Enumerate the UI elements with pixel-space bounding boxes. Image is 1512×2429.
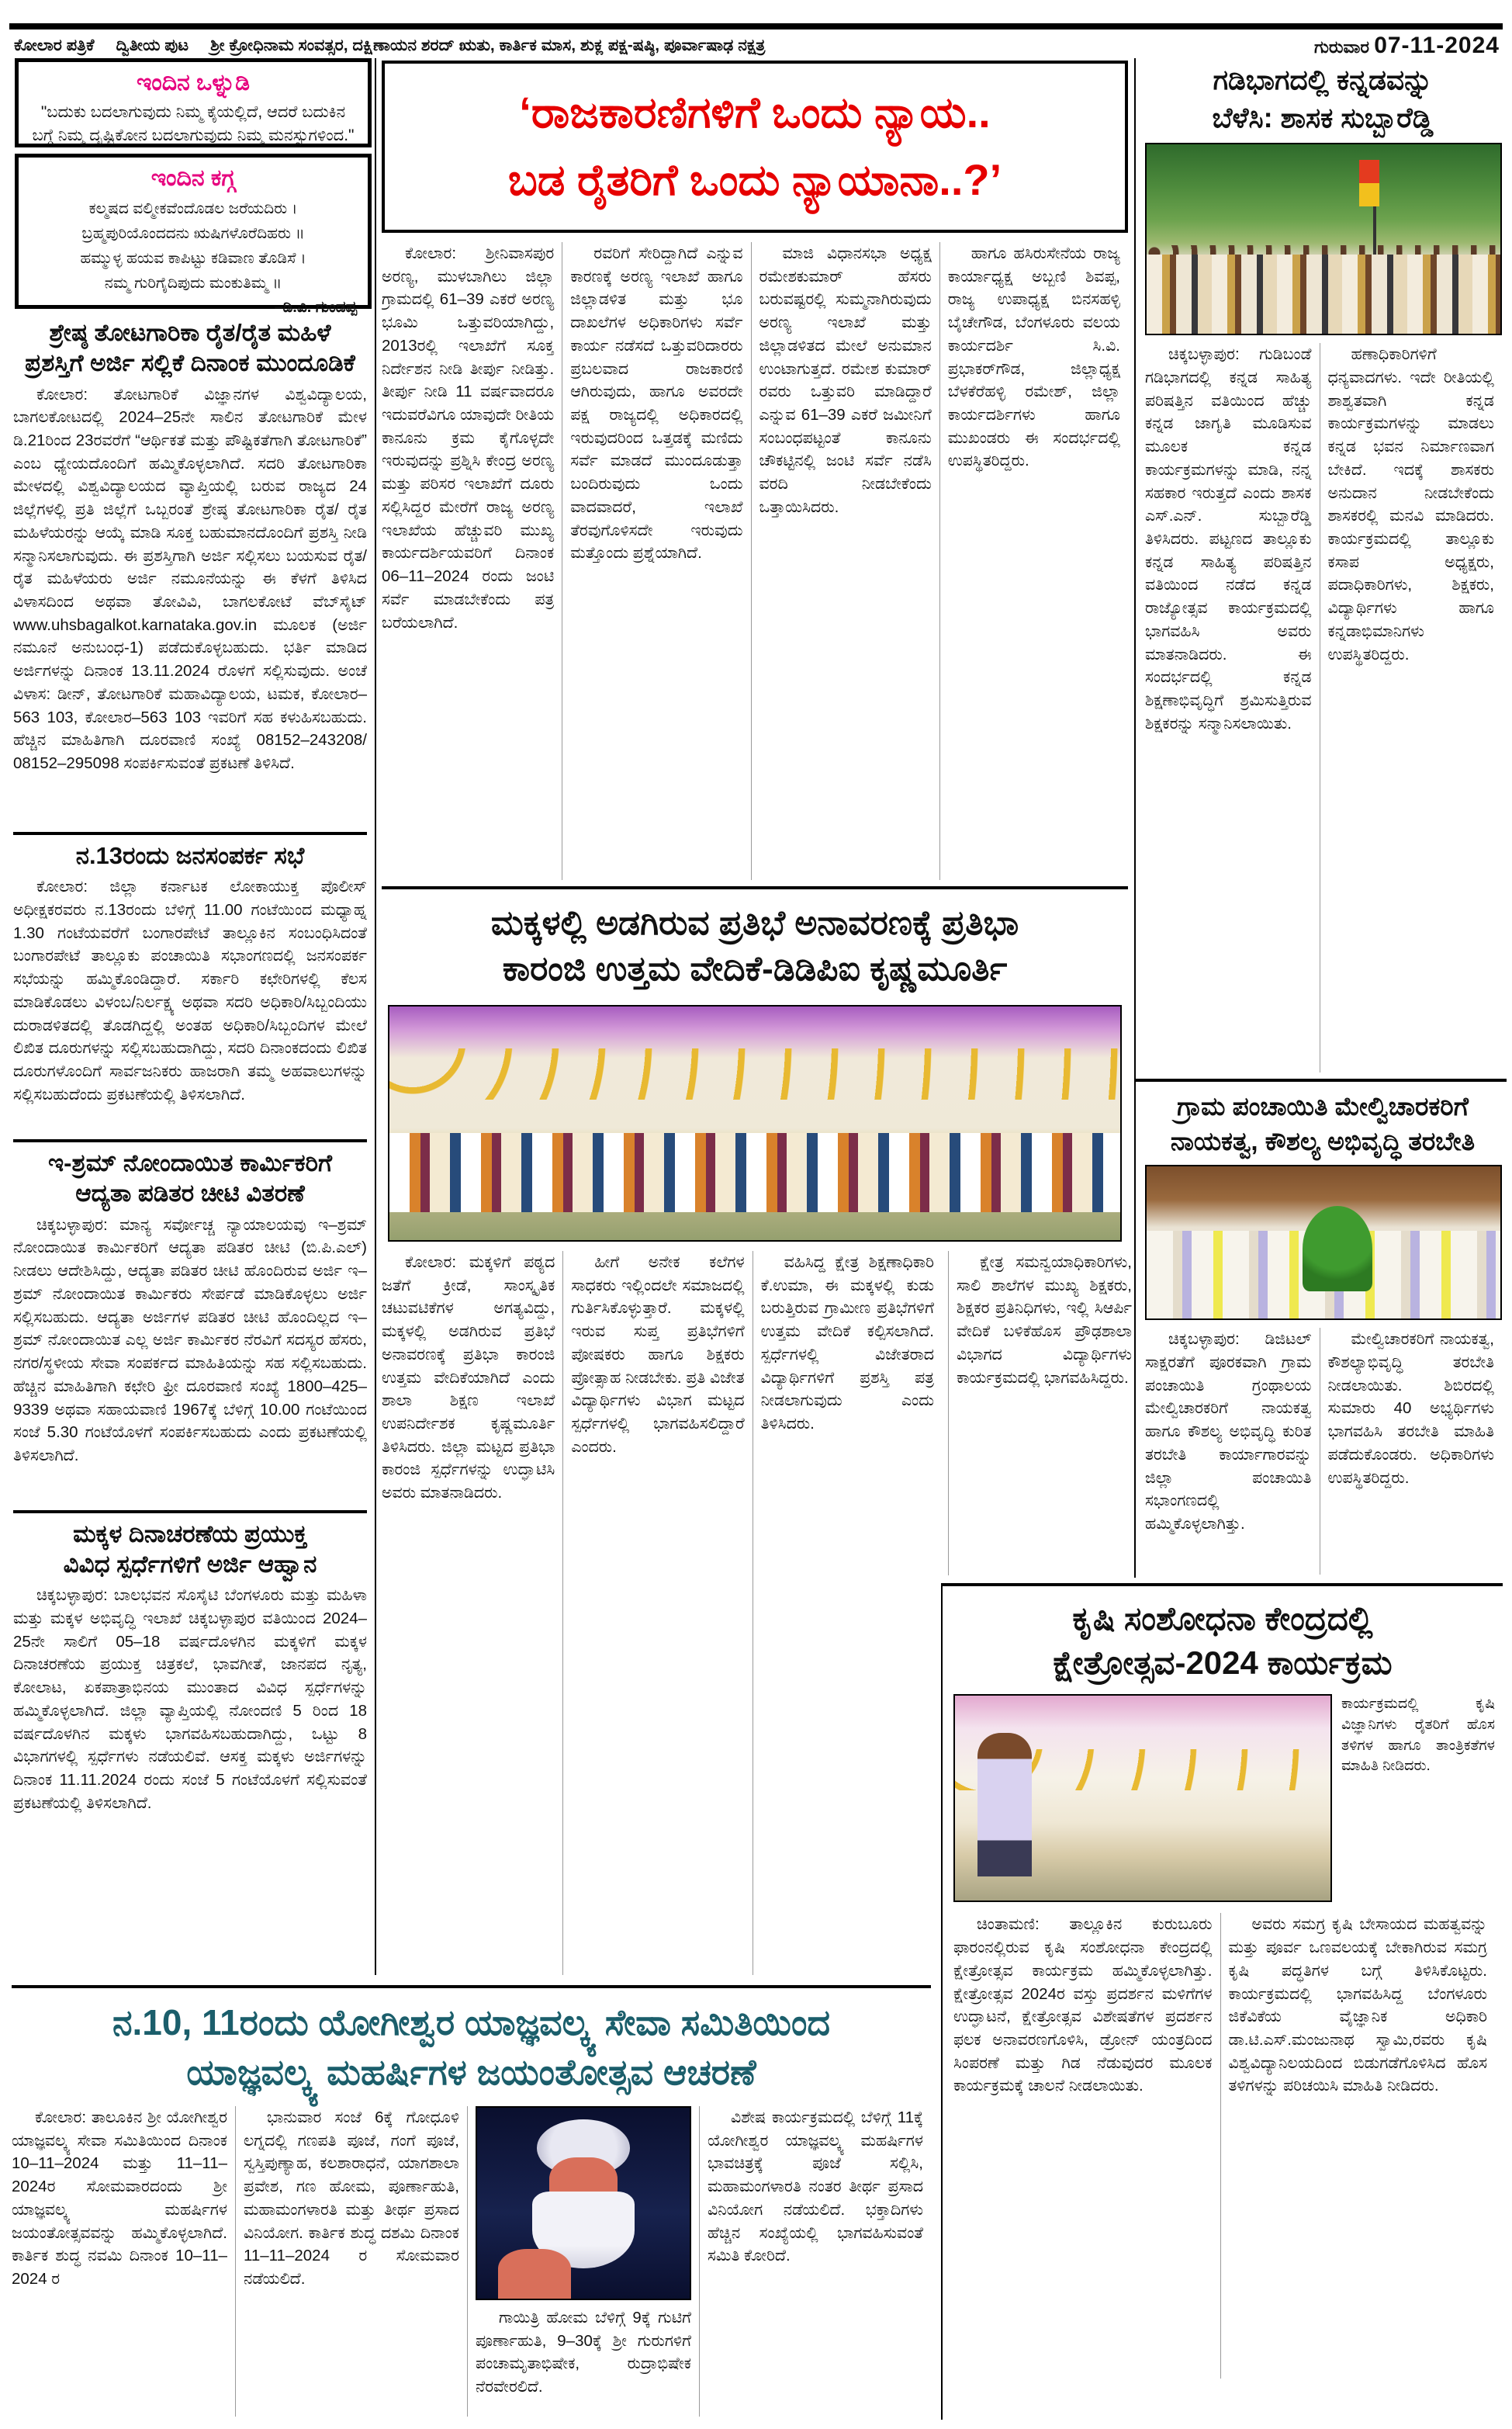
quote-box-text: "ಬದುಕು ಬದಲಾಗುವುದು ನಿಮ್ಮ ಕೈಯಲ್ಲಿದೆ, ಆದರೆ ಬದುಕಿನ ಬಗ್ಗೆ ನಿಮ್ಮ ದೃಷ್ಟಿಕೋನ ಬದಲಾಗುವುದು ನಿಮ್ಮ ಮನಸ್ಸುಗಳಿಂದ.": [32, 103, 355, 145]
lead-col-4: ಹಾಗೂ ಹಸಿರುಸೇನೆಯ ರಾಜ್ಯ ಕಾರ್ಯಾಧ್ಯಕ್ಷ ಅಬ್ಬಣಿ ಶಿವಪ್ಪ, ರಾಜ್ಯ ಉಪಾಧ್ಯಕ್ಷ ಬಿನಸಹಳ್ಳಿ ಬೈಚೇಗೌಡ, ಬೆಂಗಳೂರು ವಲಯ ಕಾರ್ಯದರ್ಶಿ ಸಿ.ವಿ. ಪ್ರಭಾಕರ್‌ಗೌಡ, ಜಿಲ್ಲಾಧ್ಯಕ್ಷ ಬೆಳಕೆರೆಹಳ್ಳಿ ರಮೇಶ್, ಜಿಲ್ಲಾ ಕಾರ್ಯದರ್ಶಿಗಳು ಹಾಗೂ ಮುಖಂಡರು ಈ ಸಂದರ್ಭದಲ್ಲಿ ಉಪಸ್ಥಿತರಿದ್ದರು.: [947, 244, 1120, 470]
kannada-col-2: ಹಣಾಧಿಕಾರಿಗಳಿಗೆ ಧನ್ಯವಾದಗಳು. ಇದೇ ರೀತಿಯಲ್ಲಿ ಶಾಶ್ವತವಾಗಿ ಕನ್ನಡ ಕಾರ್ಯಕ್ರಮಗಳನ್ನು ಮಾಡಲು ಕನ್ನಡ ಭವನ ನಿರ್ಮಾಣವಾಗ ಬೇಕಿದೆ. ಇದಕ್ಕೆ ಶಾಸಕರು ಅನುದಾನ ನೀಡಬೇಕೆಂದು ಶಾಸಕರಲ್ಲಿ ಮನವಿ ಮಾಡಿದರು. ಕಾರ್ಯಕ್ರಮದಲ್ಲಿ ತಾಲ್ಲೂಕು ಕಸಾಪ ಅಧ್ಯಕ್ಷರು, ಪದಾಧಿಕಾರಿಗಳು, ಶಿಕ್ಷಕರು, ವಿದ್ಯಾರ್ಥಿಗಳು ಹಾಗೂ ಕನ್ನಡಾಭಿಮಾನಿಗಳು ಉಪಸ್ಥಿತರಿದ್ದರು.: [1327, 345, 1494, 664]
kshetrotsava-col-1: ಚಿಂತಾಮಣಿ: ತಾಲ್ಲೂಕಿನ ಕುರುಬೂರು ಫಾರಂನಲ್ಲಿರುವ ಕೃಷಿ ಸಂಶೋಧನಾ ಕೇಂದ್ರದಲ್ಲಿ ಕ್ಷೇತ್ರೋತ್ಸವ ಕಾರ್ಯಕ್ರಮ ಹಮ್ಮಿಕೊಳ್ಳಲಾಗಿತ್ತು. ಕ್ಷೇತ್ರೋತ್ಸವ 2024ರ ವಸ್ತು ಪ್ರದರ್ಶನ ಮಳಿಗೆಗಳ ಉದ್ಘಾಟನೆ, ಕ್ಷೇತ್ರೋತ್ಸವ ವಿಶೇಷತೆಗಳ ಪ್ರದರ್ಶನ ಫಲಕ ಅನಾವರಣಗೊಳಿಸಿ, ಡ್ರೋನ್ ಯಂತ್ರದಿಂದ ಸಿಂಪರಣೆ ಮತ್ತು ಗಿಡ ನೆಡುವುದರ ಮೂಲಕ ಕಾರ್ಯಕ್ರಮಕ್ಕೆ ಚಾಲನೆ ನೀಡಲಾಯಿತು.: [953, 1913, 1221, 2379]
panchayat-body: [1145, 1328, 1502, 1575]
kagga-line: ಕಲ್ಮಷದ ವಲ್ಮೀಕವೆಂದೊಡಲ ಜರೆಯದಿರು ।: [88, 200, 298, 217]
kannada-body: [1145, 343, 1502, 1072]
paper-name: ಕೋಲಾರ ಪತ್ರಿಕೆ: [14, 36, 95, 54]
lead-body: [382, 242, 1128, 880]
lead-col-3: ಮಾಜಿ ವಿಧಾನಸಭಾ ಅಧ್ಯಕ್ಷ ರಮೇಶಕುಮಾರ್ ಹೆಸರು ಬರುವಷ್ಟರಲ್ಲಿ ಸುಮ್ಮನಾಗಿರುವುದು ಅರಣ್ಯ ಇಲಾಖೆ ಮತ್ತು ಜಿಲ್ಲಾಡಳಿತದ ಮೇಲೆ ಅನುಮಾನ ಉಂಟಾಗುತ್ತದೆ. ರಮೇಶ ಕುಮಾರ್ ರವರು ಒತ್ತುವರಿ ಮಾಡಿದ್ದಾರೆ ಎನ್ನುವ 61–39 ಎಕರೆ ಜಮೀನಿಗೆ ಸಂಬಂಧಪಟ್ಟಂತೆ ಕಾನೂನು ಚೌಕಟ್ಟಿನಲ್ಲಿ ಜಂಟಿ ಸರ್ವೆ ನಡೆಸಿ ವರದಿ ನೀಡಬೇಕೆಂದು ಒತ್ತಾಯಿಸಿದರು.: [752, 242, 940, 880]
kagga-box-title: ಇಂದಿನ ಕಗ್ಗ: [151, 165, 236, 191]
article-title-eshram: ಇ-ಶ್ರಮ್ ನೋಂದಾಯಿತ ಕಾರ್ಮಿಕರಿಗೆ ಆದ್ಯತಾ ಪಡಿತರ ಚೀಟಿ ವಿತರಣೆ: [13, 1139, 367, 1209]
kannada-col-1: ಚಿಕ್ಕಬಳ್ಳಾಪುರ: ಗುಡಿಬಂಡೆ ಗಡಿಭಾಗದಲ್ಲಿ ಕನ್ನಡ ಸಾಹಿತ್ಯ ಪರಿಷತ್ತಿನ ವತಿಯಿಂದ ಹೆಚ್ಚು ಕನ್ನಡ ಜಾಗೃತಿ ಮೂಡಿಸುವ ಮೂಲಕ ಕನ್ನಡ ಕಾರ್ಯಕ್ರಮಗಳನ್ನು ಮಾಡಿ, ನನ್ನ ಸಹಕಾರ ಇರುತ್ತದೆ ಎಂದು ಶಾಸಕ ಎಸ್.ಎನ್. ಸುಬ್ಬಾರೆಡ್ಡಿ ತಿಳಿಸಿದರು. ಪಟ್ಟಣದ ತಾಲ್ಲೂಕು ಕನ್ನಡ ಸಾಹಿತ್ಯ ಪರಿಷತ್ತಿನ ವತಿಯಿಂದ ನಡೆದ ಕನ್ನಡ ರಾಜ್ಯೋತ್ಸವ ಕಾರ್ಯಕ್ರಮದಲ್ಲಿ ಭಾಗವಹಿಸಿ ಅವರು ಮಾತನಾಡಿದರು. ಈ ಸಂದರ್ಭದಲ್ಲಿ ಕನ್ನಡ ಶಿಕ್ಷಣಾಭಿವೃದ್ಧಿಗೆ ಶ್ರಮಿಸುತ್ತಿರುವ ಶಿಕ್ಷಕರನ್ನು ಸನ್ಮಾನಿಸಲಾಯಿತು.: [1145, 343, 1320, 1072]
kshetrotsava-body: [953, 1913, 1495, 2379]
quote-box-title: ಇಂದಿನ ಒಳ್ನುಡಿ: [136, 70, 251, 95]
article-body: ಕೋಲಾರ: ತೋಟಗಾರಿಕೆ ವಿಜ್ಞಾನಗಳ ವಿಶ್ವವಿದ್ಯಾಲಯ, ಬಾಗಲಕೋಟದಲ್ಲಿ 2024–25ನೇ ಸಾಲಿನ ತೋಟಗಾರಿಕೆ ಮೇಳ ಡಿ.21ರಿಂದ 23ರವರೆಗೆ “ಆರ್ಥಿಕತೆ ಮತ್ತು ಪೌಷ್ಟಿಕತೆಗಾಗಿ ತೋಟಗಾರಿಕೆ” ಎಂಬ ಧ್ಯೇಯದೊಂದಿಗೆ ಹಮ್ಮಿಕೊಳ್ಳಲಾಗಿದೆ. ಸದರಿ ತೋಟಗಾರಿಕಾ ಮೇಳದಲ್ಲಿ ವಿಶ್ವವಿದ್ಯಾಲಯದ ವ್ಯಾಪ್ತಿಯಲ್ಲಿ ಬರುವ ರಾಜ್ಯದ 24 ಜಿಲ್ಲೆಗಳಲ್ಲಿ ಪ್ರತಿ ಜಿಲ್ಲೆಗೆ ಒಬ್ಬರಂತೆ ಶ್ರೇಷ್ಠ ತೋಟಗಾರಿಕಾ ರೈತ/ ರೈತ ಮಹಿಳೆಯರನ್ನು ಆಯ್ಕೆ ಮಾಡಿ ಸೂಕ್ತ ಬಹುಮಾನದೊಂದಿಗೆ ಪ್ರಶಸ್ತಿ ನೀಡಿ ಸನ್ಮಾನಿಸಲಾಗುವುದು. ಈ ಪ್ರಶಸ್ತಿಗಾಗಿ ಅರ್ಜಿ ಸಲ್ಲಿಸಲು ಬಯಸುವ ರೈತ/ ರೈತ ಮಹಿಳೆಯರು ಅರ್ಜಿ ನಮೂನೆಯನ್ನು ಈ ಕೆಳಗೆ ತಿಳಿಸಿದ ವಿಳಾಸದಿಂದ ಅಥವಾ ತೋವಿವಿ, ಬಾಗಲಕೋಟೆ ವೆಬ್‌ಸೈಟ್ www.uhsbagalkot.karnataka.gov.in ಮೂಲಕ (ಅರ್ಜಿ ನಮೂನೆ ಅನುಬಂಧ-1) ಪಡೆದುಕೊಳ್ಳಬಹುದು. ಭರ್ತಿ ಮಾಡಿದ ಅರ್ಜಿಗಳನ್ನು ದಿನಾಂಕ 13.11.2024 ರೊಳಗೆ ಸಲ್ಲಿಸುವುದು. ಅಂಚೆ ವಿಳಾಸ: ಡೀನ್, ತೋಟಗಾರಿಕೆ ಮಹಾವಿದ್ಯಾಲಯ, ಟಮಕ, ಕೋಲಾರ–563 103, ಕೋಲಾರ–563 103 ಇವರಿಗೆ ಸಹ ಕಳುಹಿಸಬಹುದು. ಹೆಚ್ಚಿನ ಮಾಹಿತಿಗಾಗಿ ದೂರವಾಣಿ ಸಂಖ್ಯೆ 08152–243208/ 08152–295098 ಸಂಪರ್ಕಿಸುವಂತೆ ಪ್ರಕಟಣೆ ತಿಳಿಸಿದೆ.: [13, 385, 367, 772]
kagga-box: [15, 154, 372, 316]
panchayat-headline: ಗ್ರಾಮ ಪಂಚಾಯಿತಿ ಮೇಲ್ವಿಚಾರಕರಿಗೆ ನಾಯಕತ್ವ, ಕೌಶಲ್ಯ ಅಭಿವೃದ್ಧಿ ತರಬೇತಿ: [1136, 1079, 1507, 1159]
garland-decoration: [389, 1048, 1120, 1100]
yajnavalkya-headline: ನ.10, 11ರಂದು ಯೋಗೀಶ್ವರ ಯಾಜ್ಞವಲ್ಕ್ಯ ಸೇವಾ ಸಮಿತಿಯಿಂದ ಯಾಜ್ಞವಲ್ಕ್ಯ ಮಹರ್ಷಿಗಳ ಜಯಂತೋತ್ಸವ ಆಚರಣೆ: [12, 1985, 931, 2100]
pratibha-body-left: [382, 1251, 942, 1975]
kagga-verse: [29, 196, 357, 296]
lead-col-1: ಕೋಲಾರ: ಶ್ರೀನಿವಾಸಪುರ ಅರಣ್ಯ, ಮುಳಬಾಗಿಲು ಜಿಲ್ಲಾ ಗ್ರಾಮದಲ್ಲಿ 61–39 ಎಕರೆ ಅರಣ್ಯ ಭೂಮಿ ಒತ್ತುವರಿಯಾಗಿದ್ದು, 2013ರಲ್ಲಿ ಇಲಾಖೆಗೆ ಸೂಕ್ತ ನಿರ್ದೇಶನ ನೀಡಿ ತೀರ್ಪು ನೀಡಿತ್ತು. ತೀರ್ಪು ನೀಡಿ 11 ವರ್ಷವಾದರೂ ಇದುವರೆವಿಗೂ ಯಾವುದೇ ರೀತಿಯ ಕಾನೂನು ಕ್ರಮ ಕೈಗೊಳ್ಳದೇ ಇರುವುದನ್ನು ಪ್ರಶ್ನಿಸಿ ಕೇಂದ್ರ ಅರಣ್ಯ ಮತ್ತು ಪರಿಸರ ಇಲಾಖೆಗೆ ದೂರು ಸಲ್ಲಿಸಿದ್ದರ ಮೇರೆಗೆ ರಾಜ್ಯ ಅರಣ್ಯ ಇಲಾಖೆಯ ಹೆಚ್ಚುವರಿ ಮುಖ್ಯ ಕಾರ್ಯದರ್ಶಿಯವರಿಗೆ ದಿನಾಂಕ 06–11–2024 ರಂದು ಜಂಟಿ ಸರ್ವೆ ಮಾಡಬೇಕೆಂದು ಪತ್ರ ಬರೆಯಲಾಗಿದೆ.: [382, 242, 562, 880]
yajnavalkya-col-4: ವಿಶೇಷ ಕಾರ್ಯಕ್ರಮದಲ್ಲಿ ಬೆಳಿಗ್ಗೆ 11ಕ್ಕೆ ಯೋಗೀಶ್ವರ ಯಾಜ್ಞವಲ್ಕ್ಯ ಮಹರ್ಷಿಗಳ ಭಾವಚಿತ್ರಕ್ಕೆ ಪೂಜೆ ಸಲ್ಲಿಸಿ, ಮಹಾಮಂಗಳಾರತಿ ನಂತರ ತೀರ್ಥ ಪ್ರಸಾದ ವಿನಿಯೋಗ ನಡೆಯಲಿದೆ. ಭಕ್ತಾದಿಗಳು ಹೆಚ್ಚಿನ ಸಂಖ್ಯೆಯಲ್ಲಿ ಭಾಗವಹಿಸುವಂತೆ ಸಮಿತಿ ಕೋರಿದೆ.: [708, 2108, 923, 2265]
masthead-rule: [9, 23, 1503, 29]
speaker-at-podium: [977, 1733, 1032, 1876]
date: 07-11-2024: [1374, 33, 1500, 58]
crowd: [1147, 255, 1500, 334]
yajnavalkya-col-2: ಭಾನುವಾರ ಸಂಜೆ 6ಕ್ಕೆ ಗೋಧೂಳಿ ಲಗ್ನದಲ್ಲಿ ಗಣಪತಿ ಪೂಜೆ, ಗಂಗೆ ಪೂಜೆ, ಸ್ವಸ್ತಿಪುಣ್ಯಾಹ, ಕಲಶಾರಾಧನೆ, ಯಾಗಶಾಲಾ ಪ್ರವೇಶ, ಗಣ ಹೋಮ, ಪೂರ್ಣಾಹುತಿ, ಮಹಾಮಂಗಳಾರತಿ ಮತ್ತು ತೀರ್ಥ ಪ್ರಸಾದ ವಿನಿಯೋಗ. ಕಾರ್ತಿಕ ಶುದ್ಧ ದಶಮಿ ದಿನಾಂಕ 11–11–2024 ರ ಸೋಮವಾರ ನಡೆಯಲಿದೆ.: [236, 2106, 468, 2417]
article-title-janasamparka: ನ.13ರಂದು ಜನಸಂಪರ್ಕ ಸಭೆ: [13, 832, 367, 871]
kagga-author: –ಡಿ.ವಿ. ಗುಂಡಪ್ಪ: [274, 299, 357, 316]
sage-portrait: [476, 2106, 691, 2300]
yajnavalkya-col-3: ಗಾಯಿತ್ರಿ ಹೋಮ ಬೆಳಿಗ್ಗೆ 9ಕ್ಕೆ ಗುಟಿಗೆ ಪೂರ್ಣಾಹುತಿ, 9–30ಕ್ಕೆ ಶ್ರೀ ಗುರುಗಳಿಗೆ ಪಂಚಾಮೃತಾಭಿಷೇಕ, ರುದ್ರಾಭಿಷೇಕ ನೆರವೇರಲಿದೆ.: [468, 2106, 700, 2417]
quote-box: [15, 58, 372, 147]
potted-plant: [1303, 1206, 1372, 1291]
almanac-line: ಶ್ರೀ ಕ್ರೋಧಿನಾಮ ಸಂವತ್ಸರ, ದಕ್ಷಿಣಾಯನ ಶರದ್ ಋತು, ಕಾರ್ತಿಕ ಮಾಸ, ಶುಕ್ಲ ಪಕ್ಷ-ಷಷ್ಠಿ, ಪೂರ್ವಾಷಾಢ ನಕ್ಷತ್ರ: [210, 36, 766, 54]
kannada-headline: ಗಡಿಭಾಗದಲ್ಲಿ ಕನ್ನಡವನ್ನು ಬೆಳೆಸಿ: ಶಾಸಕ ಸುಬ್ಬಾರೆಡ್ಡಿ: [1212, 64, 1434, 133]
dignitaries-on-stage: [389, 1133, 1120, 1212]
pratibha-col-3: ವಹಿಸಿದ್ದ ಕ್ಷೇತ್ರ ಶಿಕ್ಷಣಾಧಿಕಾರಿ ಕೆ.ಉಮಾ, ಈ ಮಕ್ಕಳಲ್ಲಿ ಕುಡು ಬರುತ್ತಿರುವ ಗ್ರಾಮೀಣ ಪ್ರತಿಭೆಗಳಿಗೆ ಉತ್ತಮ ವೇದಿಕೆ ಕಲ್ಪಿಸಲಾಗಿದೆ. ಸ್ಪರ್ಧೆಗಳಲ್ಲಿ ವಿಜೇತರಾದ ವಿದ್ಯಾರ್ಥಿಗಳಿಗೆ ಪ್ರಶಸ್ತಿ ಪತ್ರ ನೀಡಲಾಗುವುದು ಎಂದು ತಿಳಿಸಿದರು.: [760, 1253, 934, 1433]
pratibha-headline: ಮಕ್ಕಳಲ್ಲಿ ಅಡಗಿರುವ ಪ್ರತಿಭೆ ಅನಾವರಣಕ್ಕೆ ಪ್ರತಿಭಾ ಕಾರಂಜಿ ಉತ್ತಮ ವೇದಿಕೆ-ಡಿಡಿಪಿಐ ಕೃಷ್ಣಮೂರ್ತಿ: [382, 886, 1128, 1001]
kshetrotsava-photo: [953, 1694, 1332, 1902]
pratibha-stage-photo: [388, 1005, 1122, 1242]
pratibha-col-4: ಕ್ಷೇತ್ರ ಸಮನ್ವಯಾಧಿಕಾರಿಗಳು, ಸಾಲಿ ಶಾಲೆಗಳ ಮುಖ್ಯ ಶಿಕ್ಷಕರು, ಶಿಕ್ಷಕರ ಪ್ರತಿನಿಧಿಗಳು, ಇಲ್ಲಿ ಸಿಆರ್ಪಿ ವೇದಿಕೆ ಬಳಿಕೆಹೊಸ ಪ್ರೌಢಶಾಲಾ ವಿಭಾಗದ ವಿದ್ಯಾರ್ಥಿಗಳು ಕಾರ್ಯಕ್ರಮದಲ್ಲಿ ಭಾಗವಹಿಸಿದ್ದರು.: [948, 1251, 1132, 1575]
panchayat-col-1: ಚಿಕ್ಕಬಳ್ಳಾಪುರ: ಡಿಜಿಟಲ್ ಸಾಕ್ಷರತೆಗೆ ಪೂರಕವಾಗಿ ಗ್ರಾಮ ಪಂಚಾಯಿತಿ ಗ್ರಂಥಾಲಯ ಮೇಲ್ವಿಚಾರಕರಿಗೆ ನಾಯಕತ್ವ ಹಾಗೂ ಕೌಶಲ್ಯ ಅಭಿವೃದ್ಧಿ ಕುರಿತ ತರಬೇತಿ ಕಾರ್ಯಾಗಾರವನ್ನು ಜಿಲ್ಲಾ ಪಂಚಾಯಿತಿ ಸಭಾಂಗಣದಲ್ಲಿ ಹಮ್ಮಿಕೊಳ್ಳಲಾಗಿತ್ತು.: [1145, 1328, 1320, 1575]
yajnavalkya-col-1: ಕೋಲಾರ: ತಾಲೂಕಿನ ಶ್ರೀ ಯೋಗೀಶ್ವರ ಯಾಜ್ಞವಲ್ಕ್ಯ ಸೇವಾ ಸಮಿತಿಯಿಂದ ದಿನಾಂಕ 10–11–2024 ಮತ್ತು 11–11–2024ರ ಸೋಮವಾರದಂದು ಶ್ರೀ ಯಾಜ್ಞವಲ್ಕ್ಯ ಮಹರ್ಷಿಗಳ ಜಯಂತೋತ್ಸವವನ್ನು ಹಮ್ಮಿಕೊಳ್ಳಲಾಗಿದೆ. ಕಾರ್ತಿಕ ಶುದ್ಧ ನವಮಿ ದಿನಾಂಕ 10–11–2024 ರ: [12, 2106, 236, 2417]
kannada-flag: [1359, 160, 1379, 206]
flag-event-photo: [1145, 143, 1502, 335]
kagga-line: ನಮ್ಮ ಗುರಿಗೈದಿಪುದು ಮಂಕುತಿಮ್ಮ ॥: [104, 275, 282, 292]
date-line: [1314, 33, 1500, 59]
lead-headline: ‘ರಾಜಕಾರಣಿಗಳಿಗೆ ಒಂದು ನ್ಯಾಯ.. ಬಡ ರೈತರಿಗೆ ಒಂದು ನ್ಯಾಯಾನಾ..?’: [507, 88, 1002, 204]
page-label: ದ್ವಿತೀಯ ಪುಟ: [116, 36, 189, 54]
kshetrotsava-section: [941, 1583, 1503, 2420]
sage-robe: [498, 2249, 570, 2299]
panchayat-training-photo: [1145, 1165, 1502, 1320]
article-title-childrens-day: ಮಕ್ಕಳ ದಿನಾಚರಣೆಯ ಪ್ರಯುಕ್ತ ವಿವಿಧ ಸ್ಪರ್ಧೆಗಳಿಗೆ ಅರ್ಜಿ ಆಹ್ವಾನ: [13, 1510, 367, 1580]
article-body: ಚಿಕ್ಕಬಳ್ಳಾಪುರ: ಮಾನ್ಯ ಸರ್ವೋಚ್ಚ ನ್ಯಾಯಾಲಯವು ಇ–ಶ್ರಮ್ ನೋಂದಾಯಿತ ಕಾರ್ಮಿಕರಿಗೆ ಆದ್ಯತಾ ಪಡಿತರ ಚೀಟಿ (ಬಿ.ಪಿ.ಎಲ್) ನೀಡಲು ಆದೇಶಿಸಿದ್ದು, ಆದ್ಯತಾ ಪಡಿತರ ಚೀಟಿ ಹೊಂದಿರುವ ಅರ್ಜಿ ಇ–ಶ್ರಮ್ ನೋಂದಾಯಿತ ಕಾರ್ಮಿಕರು ಸೇರ್ಪಡೆ ಮಾಡಿಕೊಳ್ಳಲು ಅರ್ಜಿ ಸಲ್ಲಿಸಬಹುದು. ಆದ್ಯತಾ ಅರ್ಜಿಗಳ ಪಡಿತರ ಚೀಟಿ ಹೊಂದಿಲ್ಲದ ಇ–ಶ್ರಮ್ ನೋಂದಾಯಿತ ಎಲ್ಲ ಅರ್ಜಿ ಕಾರ್ಮಿಕರ ನೆರವಿಗೆ ಸದಸ್ಯರ ಹೆಸರು, ನಗರ/ಸ್ಥಳೀಯ ಸೇವಾ ಸಂಪರ್ಕದ ಮಾಹಿತಿಯನ್ನು ಸಹ ಸಲ್ಲಿಸಬಹುದು. ಹೆಚ್ಚಿನ ಮಾಹಿತಿಗಾಗಿ ಕಛೇರಿ ಫ್ರೀ ದೂರವಾಣಿ ಸಂಖ್ಯೆ 1800–425–9339 ಅಥವಾ ಸಹಾಯವಾಣಿ 1967ಕ್ಕೆ ಬೆಳಿಗ್ಗೆ 10.00 ಗಂಟೆಯಿಂದ ಸಂಜೆ 5.30 ಗಂಟೆಯೊಳಗೆ ಸಂಪರ್ಕಿಸಬಹುದು ಎಂದು ಪ್ರಕಟಣೆಯಲ್ಲಿ ತಿಳಿಸಲಾಗಿದೆ.: [13, 1215, 367, 1464]
right-column: [1134, 58, 1507, 1578]
article-body: ಕೋಲಾರ: ಜಿಲ್ಲಾ ಕರ್ನಾಟಕ ಲೋಕಾಯುಕ್ತ ಪೊಲೀಸ್ ಅಧೀಕ್ಷಕರವರು ನ.13ರಂದು ಬೆಳಿಗ್ಗೆ 11.00 ಗಂಟೆಯಿಂದ ಮಧ್ಯಾಹ್ನ 1.30 ಗಂಟೆಯವರೆಗೆ ಬಂಗಾರಪೇಟೆ ತಾಲ್ಲೂಕಿನ ಸಂಬಂಧಿಸಿದಂತೆ ಬಂಗಾರಪೇಟೆ ತಾಲ್ಲೂಕು ಪಂಚಾಯಿತಿ ಸಭಾಂಗಣದಲ್ಲಿ ಜನಸಂಪರ್ಕ ಸಭೆಯನ್ನು ಹಮ್ಮಿಕೊಂಡಿದ್ದಾರೆ. ಸರ್ಕಾರಿ ಕಛೇರಿಗಳಲ್ಲಿ ಕೆಲಸ ಮಾಡಿಕೊಡಲು ವಿಳಂಬ/ನಿರ್ಲಕ್ಷ್ಯ ಅಥವಾ ಸದರಿ ಅಧಿಕಾರಿ/ಸಿಬ್ಬಂದಿಯು ದುರಾಡಳಿತದಲ್ಲಿ ತೊಡಗಿದ್ದಲ್ಲಿ ಅಂತಹ ಅಧಿಕಾರಿ/ಸಿಬ್ಬಂದಿಗಳ ಮೇಲೆ ಲಿಖಿತ ದೂರುಗಳನ್ನು ಸಲ್ಲಿಸಬಹುದಾಗಿದ್ದು, ಸದರಿ ದಿನಾಂಕದಂದು ಲಿಖಿತ ದೂರುಗಳೊಂದಿಗೆ ಸಾರ್ವಜನಿಕರು ಹಾಜರಾಗಿ ತಮ್ಮ ಅಹವಾಲುಗಳನ್ನು ಸಲ್ಲಿಸಬಹುದೆಂದು ಪ್ರಕಟಣೆಯಲ್ಲಿ ತಿಳಿಸಲಾಗಿದೆ.: [13, 878, 367, 1104]
kshetrotsava-side-text: ಕಾರ್ಯಕ್ರಮದಲ್ಲಿ ಕೃಷಿ ವಿಜ್ಞಾನಿಗಳು ರೈತರಿಗೆ ಹೊಸ ತಳಿಗಳ ಹಾಗೂ ತಾಂತ್ರಿಕತೆಗಳ ಮಾಹಿತಿ ನೀಡಿದರು.: [1341, 1696, 1495, 1775]
kagga-line: ಬ್ರಹ್ಮಪುರಿಯೊಂದದನು ಋಷಿಗಳೊರೆದಿಹರು ॥: [81, 225, 305, 242]
yajnavalkya-body: [12, 2106, 931, 2417]
article-title-horticulture: ಶ್ರೇಷ್ಠ ತೋಟಗಾರಿಕಾ ರೈತ/ರೈತ ಮಹಿಳೆ ಪ್ರಶಸ್ತಿಗೆ ಅರ್ಜಿ ಸಲ್ಲಿಕೆ ದಿನಾಂಕ ಮುಂದೂಡಿಕೆ: [25, 319, 355, 376]
pratibha-col-2: ಹೀಗೆ ಅನೇಕ ಕಲೆಗಳ ಸಾಧಕರು ಇಲ್ಲಿಂದಲೇ ಸಮಾಜದಲ್ಲಿ ಗುರ್ತಿಸಿಕೊಳ್ಳುತ್ತಾರೆ. ಮಕ್ಕಳಲ್ಲಿ ಇರುವ ಸುಪ್ತ ಪ್ರತಿಭೆಗಳಿಗೆ ಪೋಷಕರು ಹಾಗೂ ಶಿಕ್ಷಕರು ಪ್ರೋತ್ಸಾಹ ನೀಡಬೇಕು. ಪ್ರತಿ ವಿಜೇತ ವಿದ್ಯಾರ್ಥಿಗಳು ವಿಭಾಗ ಮಟ್ಟದ ಸ್ಪರ್ಧೆಗಳಲ್ಲಿ ಭಾಗವಹಿಸಲಿದ್ದಾರೆ ಎಂದರು.: [563, 1251, 753, 1975]
pratibha-col-1: ಕೋಲಾರ: ಮಕ್ಕಳಿಗೆ ಪಠ್ಯದ ಜತೆಗೆ ಕ್ರೀಡೆ, ಸಾಂಸ್ಕೃತಿಕ ಚಟುವಟಿಕೆಗಳ ಅಗತ್ಯವಿದ್ದು, ಮಕ್ಕಳಲ್ಲಿ ಅಡಗಿರುವ ಪ್ರತಿಭೆ ಅನಾವರಣಕ್ಕೆ ಪ್ರತಿಭಾ ಕಾರಂಜಿ ಉತ್ತಮ ವೇದಿಕೆಯಾಗಿದೆ ಎಂದು ಶಾಲಾ ಶಿಕ್ಷಣ ಇಲಾಖೆ ಉಪನಿರ್ದೇಶಕ ಕೃಷ್ಣಮೂರ್ತಿ ತಿಳಿಸಿದರು. ಜಿಲ್ಲಾ ಮಟ್ಟದ ಪ್ರತಿಭಾ ಕಾರಂಜಿ ಸ್ಪರ್ಧೆಗಳನ್ನು ಉದ್ಘಾಟಿಸಿ ಅವರು ಮಾತನಾಡಿದರು.: [382, 1251, 563, 1975]
kagga-line: ಹಮ್ಮುಳ್ಳ ಹಯವ ಕಾಪಿಟ್ಟು ಕಡಿವಾಣ ತೊಡಿಸೆ ।: [80, 250, 306, 267]
kshetrotsava-headline: ಕೃಷಿ ಸಂಶೋಧನಾ ಕೇಂದ್ರದಲ್ಲಿ ಕ್ಷೇತ್ರೋತ್ಸವ-2024 ಕಾರ್ಯಕ್ರಮ: [1053, 1600, 1393, 1681]
lead-col-2: ರವರಿಗೆ ಸೇರಿದ್ದಾಗಿದೆ ಎನ್ನುವ ಕಾರಣಕ್ಕೆ ಅರಣ್ಯ ಇಲಾಖೆ ಹಾಗೂ ಜಿಲ್ಲಾಡಳಿತ ಮತ್ತು ಭೂ ದಾಖಲೆಗಳ ಅಧಿಕಾರಿಗಳು ಸರ್ವೆ ಕಾರ್ಯ ನಡೆಸದೆ ಒತ್ತುವರಿದಾರರು ಪ್ರಬಲವಾದ ರಾಜಕಾರಣಿ ಆಗಿರುವುದು, ಹಾಗೂ ಅವರದೇ ಪಕ್ಷ ರಾಜ್ಯದಲ್ಲಿ ಅಧಿಕಾರದಲ್ಲಿ ಇರುವುದರಿಂದ ಒತ್ತಡಕ್ಕೆ ಮಣಿದು ಸರ್ವೆ ಮಾಡದೆ ಮುಂದೂಡುತ್ತಾ ಬಂದಿರುವುದು ಒಂದು ವಾದವಾದರೆ, ಇಲಾಖೆ ತೆರವುಗೊಳಿಸದೇ ಇರುವುದು ಮತ್ತೊಂದು ಪ್ರಶ್ನೆಯಾಗಿದೆ.: [562, 242, 751, 880]
article-body: ಚಿಕ್ಕಬಳ್ಳಾಪುರ: ಬಾಲಭವನ ಸೊಸೈಟಿ ಬೆಂಗಳೂರು ಮತ್ತು ಮಹಿಳಾ ಮತ್ತು ಮಕ್ಕಳ ಅಭಿವೃದ್ಧಿ ಇಲಾಖೆ ಚಿಕ್ಕಬಳ್ಳಾಪುರ ವತಿಯಿಂದ 2024–25ನೇ ಸಾಲಿಗೆ 05–18 ವರ್ಷದೊಳಗಿನ ಮಕ್ಕಳಿಗೆ ಮಕ್ಕಳ ದಿನಾಚರಣೆಯ ಪ್ರಯುಕ್ತ ಚಿತ್ರಕಲೆ, ಭಾವಗೀತೆ, ಜಾನಪದ ನೃತ್ಯ, ಕೋಲಾಟ, ಏಕಪಾತ್ರಾಭಿನಯ ಮುಂತಾದ ವಿವಿಧ ಸ್ಪರ್ಧೆಗಳನ್ನು ಹಮ್ಮಿಕೊಳ್ಳಲಾಗಿದೆ. ಜಿಲ್ಲಾ ವ್ಯಾಪ್ತಿಯಲ್ಲಿ ನೋಂದಣಿ 5 ರಿಂದ 18 ವರ್ಷದೊಳಗಿನ ಮಕ್ಕಳು ಭಾಗವಹಿಸಬಹುದಾಗಿದ್ದು, ಒಟ್ಟು 8 ವಿಭಾಗಗಳಲ್ಲಿ ಸ್ಪರ್ಧೆಗಳು ನಡೆಯಲಿವೆ. ಆಸಕ್ತ ಮಕ್ಕಳು ಅರ್ಜಿಗಳನ್ನು ದಿನಾಂಕ 11.11.2024 ರಂದು ಸಂಜೆ 5 ಗಂಟೆಯೊಳಗೆ ಸಲ್ಲಿಸುವಂತೆ ಪ್ರಕಟಣೆಯಲ್ಲಿ ತಿಳಿಸಲಾಗಿದೆ.: [13, 1586, 367, 1812]
weekday: ಗುರುವಾರ: [1314, 37, 1370, 57]
kshetrotsava-col-2: ಅವರು ಸಮಗ್ರ ಕೃಷಿ ಬೇಸಾಯದ ಮಹತ್ವವನ್ನು ಮತ್ತು ಪೂರ್ವ ಒಣವಲಯಕ್ಕೆ ಬೇಕಾಗಿರುವ ಸಮಗ್ರ ಕೃಷಿ ಪದ್ಧತಿಗಳ ಬಗ್ಗೆ ತಿಳಿಸಿಕೊಟ್ಟರು. ಕಾರ್ಯಕ್ರಮದಲ್ಲಿ ಭಾಗವಹಿಸಿದ್ದ ಬೆಂಗಳೂರು ಜಿಕೆವಿಕೆಯ ವೈಜ್ಞಾನಿಕ ಅಧಿಕಾರಿ ಡಾ.ಟಿ.ಎಸ್.ಮಂಜುನಾಥ ಸ್ವಾಮಿ,ರವರು ಕೃಷಿ ವಿಶ್ವವಿದ್ಯಾನಿಲಯದಿಂದ ಬಿಡುಗಡೆಗೊಳಿಸಿದ ಹೊಸ ತಳಿಗಳನ್ನು ಪರಿಚಯಿಸಿ ಮಾಹಿತಿ ನೀಡಿದರು.: [1228, 1915, 1487, 2095]
masthead: [14, 33, 1500, 59]
panchayat-col-2: ಮೇಲ್ವಿಚಾರಕರಿಗೆ ನಾಯಕತ್ವ, ಕೌಶಲ್ಯಾಭಿವೃದ್ಧಿ ತರಬೇತಿ ನೀಡಲಾಯಿತು. ಶಿಬಿರದಲ್ಲಿ ಸುಮಾರು 40 ಅಭ್ಯರ್ಥಿಗಳು ಭಾಗವಹಿಸಿ ತರಬೇತಿ ಮಾಹಿತಿ ಪಡೆದುಕೊಂಡರು. ಅಧಿಕಾರಿಗಳು ಉಪಸ್ಥಿತರಿದ್ದರು.: [1327, 1330, 1494, 1487]
left-column: [12, 58, 376, 1975]
lead-headline-box: [382, 61, 1128, 233]
